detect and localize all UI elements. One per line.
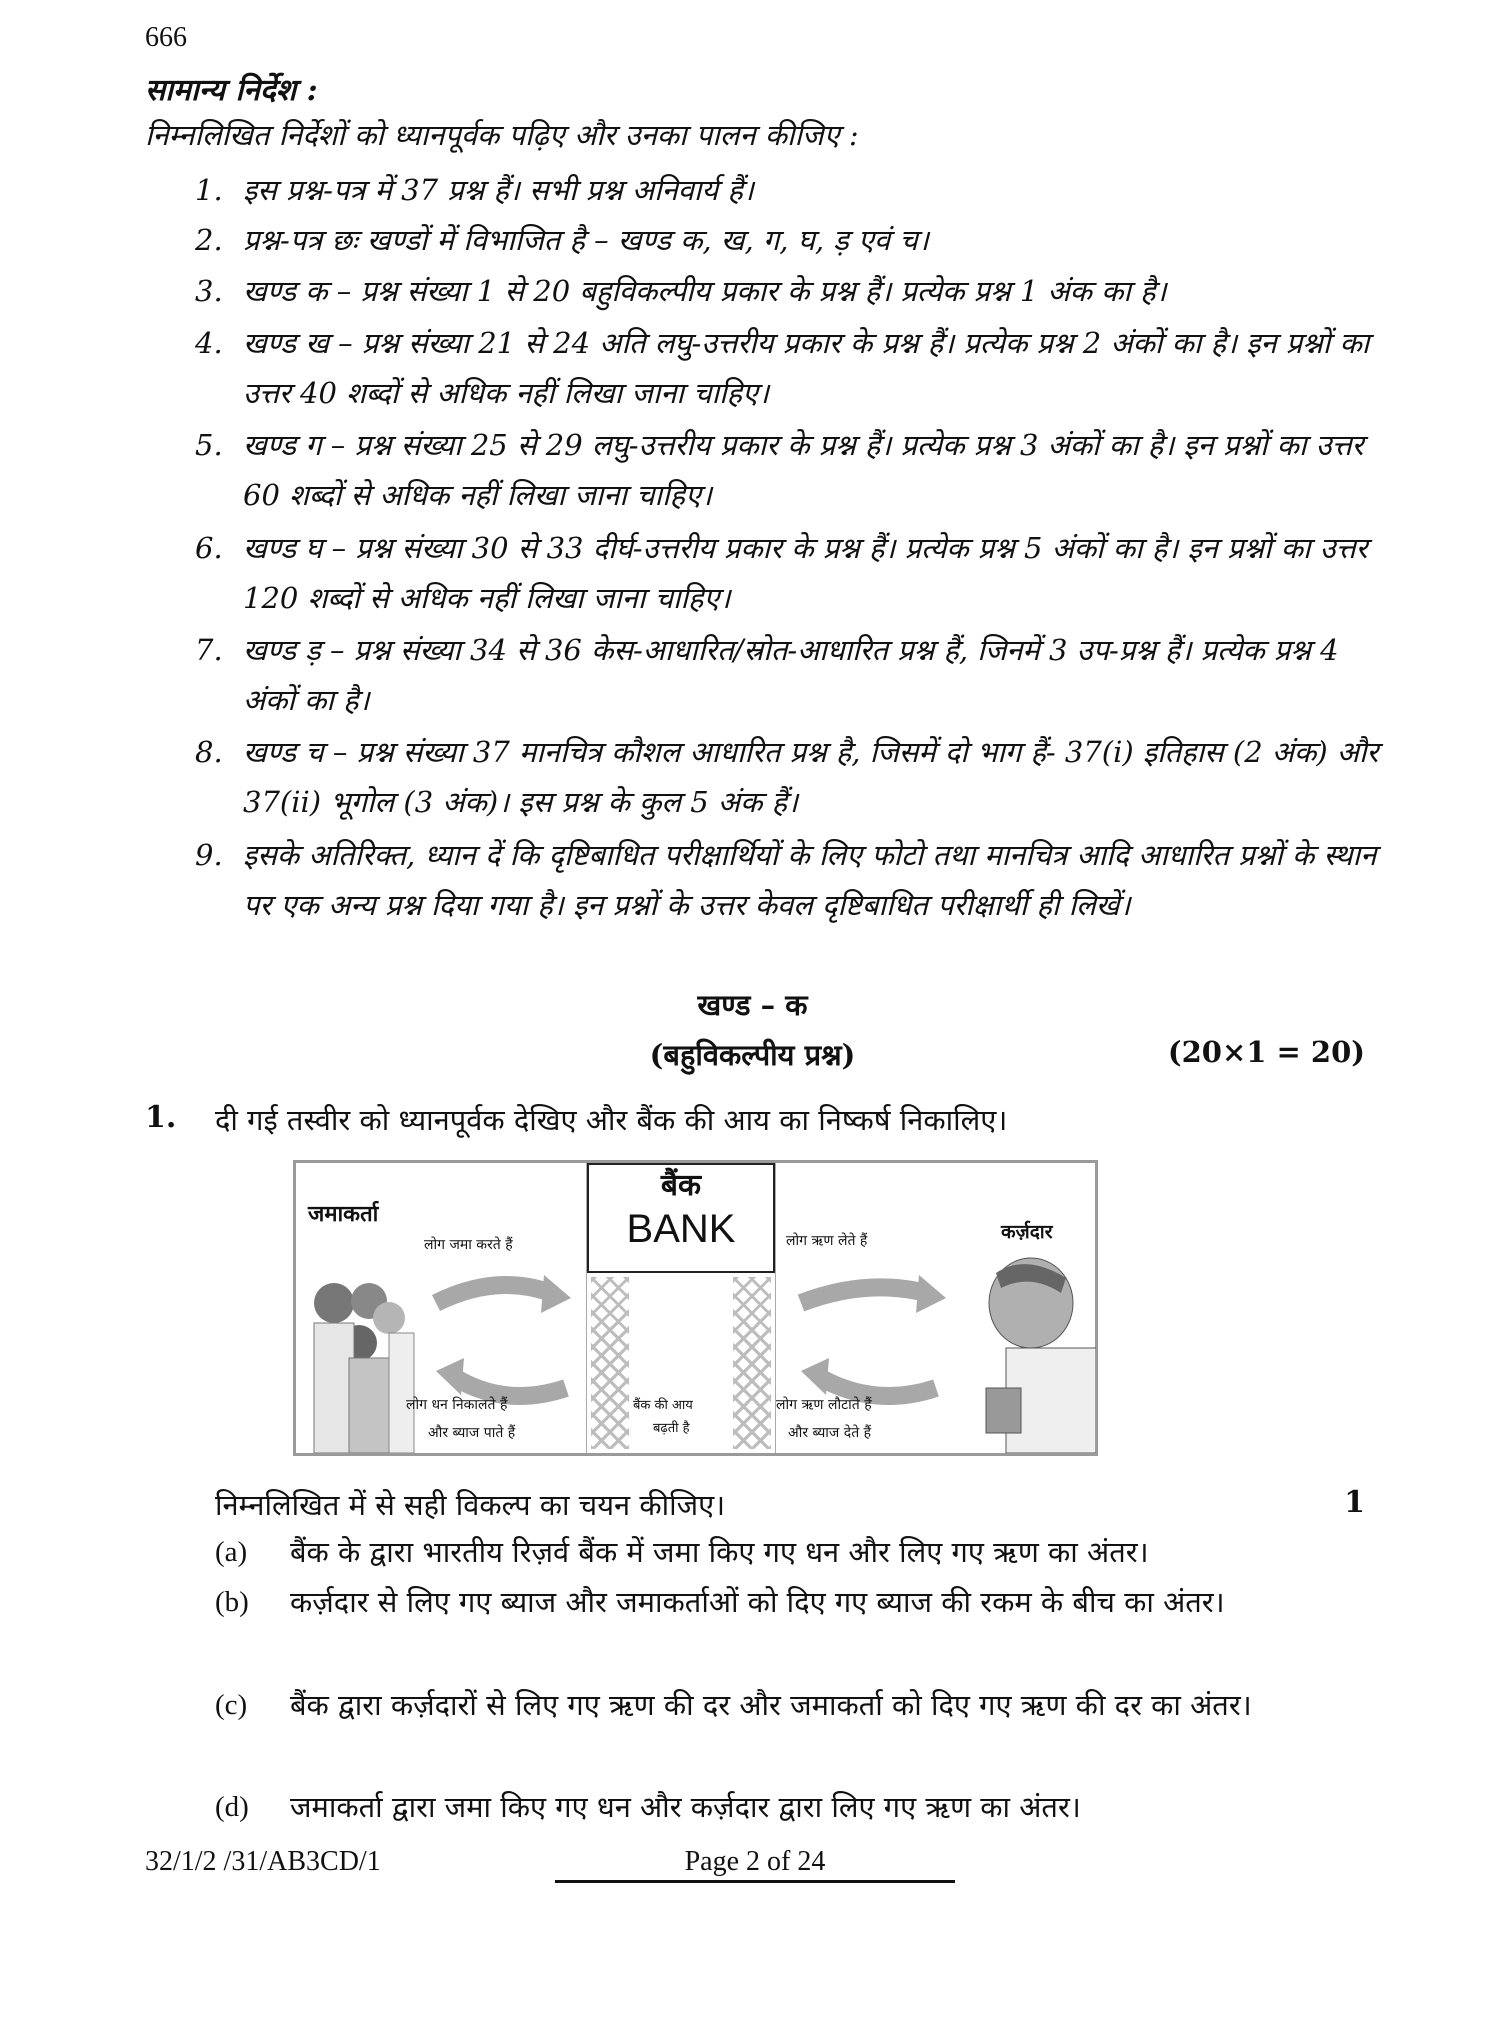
bank-signboard — [587, 1163, 775, 1273]
option-label: (b) — [215, 1586, 249, 1618]
instruction-item — [195, 420, 1380, 520]
instruction-item — [195, 215, 1380, 265]
general-instructions-intro: निम्नलिखित निर्देशों को ध्यानपूर्वक पढ़िए और उनका पालन कीजिए : — [145, 118, 859, 152]
cycle-arrows-icon — [791, 1263, 951, 1413]
instruction-text: खण्ड ख – प्रश्न संख्या 21 से 24 अति लघु-उत्तरीय प्रकार के प्रश्न हैं। प्रत्येक प्रश्न 2 अंकों का है। इन प्रश्नों का उत्तर 40 शब्दों से अधिक नहीं लिखा जाना चाहिए। — [243, 326, 1370, 410]
option-text: कर्ज़दार से लिए गए ब्याज और जमाकर्ताओं को दिए गए ब्याज की रकम के बीच का अंतर। — [290, 1585, 1225, 1619]
instruction-number: 7. — [195, 633, 223, 667]
bank-hindi-label: बैंक — [660, 1168, 702, 1203]
instruction-number: 3. — [195, 274, 223, 308]
depositor-panel — [296, 1163, 586, 1453]
lattice-left-icon — [591, 1277, 629, 1449]
bank-diagram — [293, 1160, 1098, 1456]
cycle-arrows-icon — [426, 1263, 576, 1413]
instruction-item — [195, 165, 1380, 215]
depositors-illustration-icon — [304, 1273, 424, 1453]
instruction-text: खण्ड घ – प्रश्न संख्या 30 से 33 दीर्घ-उत्तरीय प्रकार के प्रश्न हैं। प्रत्येक प्रश्न 5 अंकों का है। इन प्रश्नों का उत्तर 120 शब्दों से अधिक नहीं लिखा जाना चाहिए। — [243, 531, 1368, 615]
instruction-number: 9. — [195, 838, 223, 872]
section-subtitle: (बहुविकल्पीय प्रश्न) — [649, 1038, 856, 1072]
option-label: (d) — [215, 1791, 249, 1823]
option-b[interactable] — [215, 1577, 1325, 1627]
instruction-item — [195, 727, 1380, 827]
borrower-label: कर्ज़दार — [1001, 1221, 1053, 1243]
borrower-illustration-icon — [946, 1253, 1096, 1453]
option-text: बैंक द्वारा कर्ज़दारों से लिए गए ऋण की दर और जमाकर्ता को दिए गए ऋण की दर का अंतर। — [290, 1688, 1252, 1722]
instruction-text: खण्ड ग – प्रश्न संख्या 25 से 29 लघु-उत्तरीय प्रकार के प्रश्न हैं। प्रत्येक प्रश्न 3 अंकों का है। इन प्रश्नों का उत्तर 60 शब्दों से अधिक नहीं लिखा जाना चाहिए। — [243, 428, 1364, 512]
instruction-number: 8. — [195, 735, 223, 769]
page-indicator: Page 2 of 24 — [555, 1846, 955, 1883]
instruction-number: 6. — [195, 531, 223, 565]
paper-code: 32/1/2 /31/AB3CD/1 — [145, 1846, 381, 1877]
general-instructions-title: सामान्य निर्देश : — [145, 73, 318, 108]
borrower-panel — [776, 1163, 1096, 1453]
withdraw-caption-line1: लोग धन निकालते हैं — [406, 1397, 508, 1413]
question-prompt: निम्नलिखित में से सही विकल्प का चयन कीजिए। — [215, 1488, 726, 1522]
option-label: (a) — [215, 1536, 248, 1568]
instruction-text: खण्ड क – प्रश्न संख्या 1 से 20 बहुविकल्पीय प्रकार के प्रश्न हैं। प्रत्येक प्रश्न 1 अंक का है। — [243, 274, 1167, 308]
instruction-text: खण्ड ड़ – प्रश्न संख्या 34 से 36 केस-आधारित/स्रोत-आधारित प्रश्न हैं, जिनमें 3 उप-प्रश्न हैं। प्रत्येक प्रश्न 4 अंकों का है। — [243, 633, 1339, 717]
bank-income-line2: बढ़ती है — [653, 1421, 690, 1436]
bank-panel — [586, 1163, 776, 1453]
page-number: 666 — [145, 22, 187, 53]
depositor-label: जमाकर्ता — [308, 1202, 379, 1227]
instruction-text: प्रश्न-पत्र छः खण्डों में विभाजित है – खण्ड क, ख, ग, घ, ड़ एवं च। — [243, 223, 929, 257]
instruction-item — [195, 523, 1380, 623]
option-a[interactable] — [215, 1527, 1325, 1577]
instruction-text: खण्ड च – प्रश्न संख्या 37 मानचित्र कौशल आधारित प्रश्न है, जिसमें दो भाग हैं- 37(i) इतिहास (2 अंक) और 37(ii) भूगोल (3 अंक)। इस प्रश्न के कुल 5 अंक हैं। — [243, 735, 1379, 819]
loan-caption: लोग ऋण लेते हैं — [786, 1233, 868, 1249]
deposit-caption: लोग जमा करते हैं — [424, 1237, 513, 1253]
bank-income-line1: बैंक की आय — [633, 1398, 693, 1413]
instruction-text: इसके अतिरिक्त, ध्यान दें कि दृष्टिबाधित परीक्षार्थियों के लिए फोटो तथा मानचित्र आदि आधारित प्रश्नों के स्थान पर एक अन्य प्रश्न दिया गया है। इन प्रश्नों के उत्तर केवल दृष्टिबाधित परीक्षार्थी ही लिखें। — [243, 838, 1377, 922]
option-text: बैंक के द्वारा भारतीय रिज़र्व बैंक में जमा किए गए धन और लिए गए ऋण का अंतर। — [290, 1535, 1149, 1569]
option-label: (c) — [215, 1689, 248, 1721]
instruction-text: इस प्रश्न-पत्र में 37 प्रश्न हैं। सभी प्रश्न अनिवार्य हैं। — [243, 173, 754, 207]
instruction-item — [195, 830, 1380, 930]
withdraw-caption-line2: और ब्याज पाते हैं — [428, 1425, 516, 1441]
instruction-number: 2. — [195, 223, 223, 257]
option-c[interactable] — [215, 1680, 1325, 1730]
instruction-number: 4. — [195, 326, 223, 360]
question-marks: 1 — [1344, 1485, 1365, 1520]
instruction-item — [195, 625, 1380, 725]
instruction-item — [195, 266, 1380, 316]
option-text: जमाकर्ता द्वारा जमा किए गए धन और कर्ज़दार द्वारा लिए गए ऋण का अंतर। — [290, 1790, 1081, 1824]
question-text: दी गई तस्वीर को ध्यानपूर्वक देखिए और बैंक की आय का निष्कर्ष निकालिए। — [215, 1103, 1008, 1137]
instruction-number: 1. — [195, 173, 223, 207]
instruction-item — [195, 318, 1380, 418]
repay-caption-line2: और ब्याज देते हैं — [788, 1425, 872, 1441]
instruction-number: 5. — [195, 428, 223, 462]
section-marks: (20×1 = 20) — [1167, 1035, 1365, 1069]
lattice-right-icon — [733, 1277, 771, 1449]
question-number: 1. — [145, 1100, 177, 1135]
repay-caption-line1: लोग ऋण लौटाते हैं — [776, 1397, 872, 1413]
section-title: खण्ड – क — [697, 988, 808, 1022]
bank-english-label: BANK — [626, 1207, 736, 1251]
option-d[interactable] — [215, 1782, 1325, 1832]
